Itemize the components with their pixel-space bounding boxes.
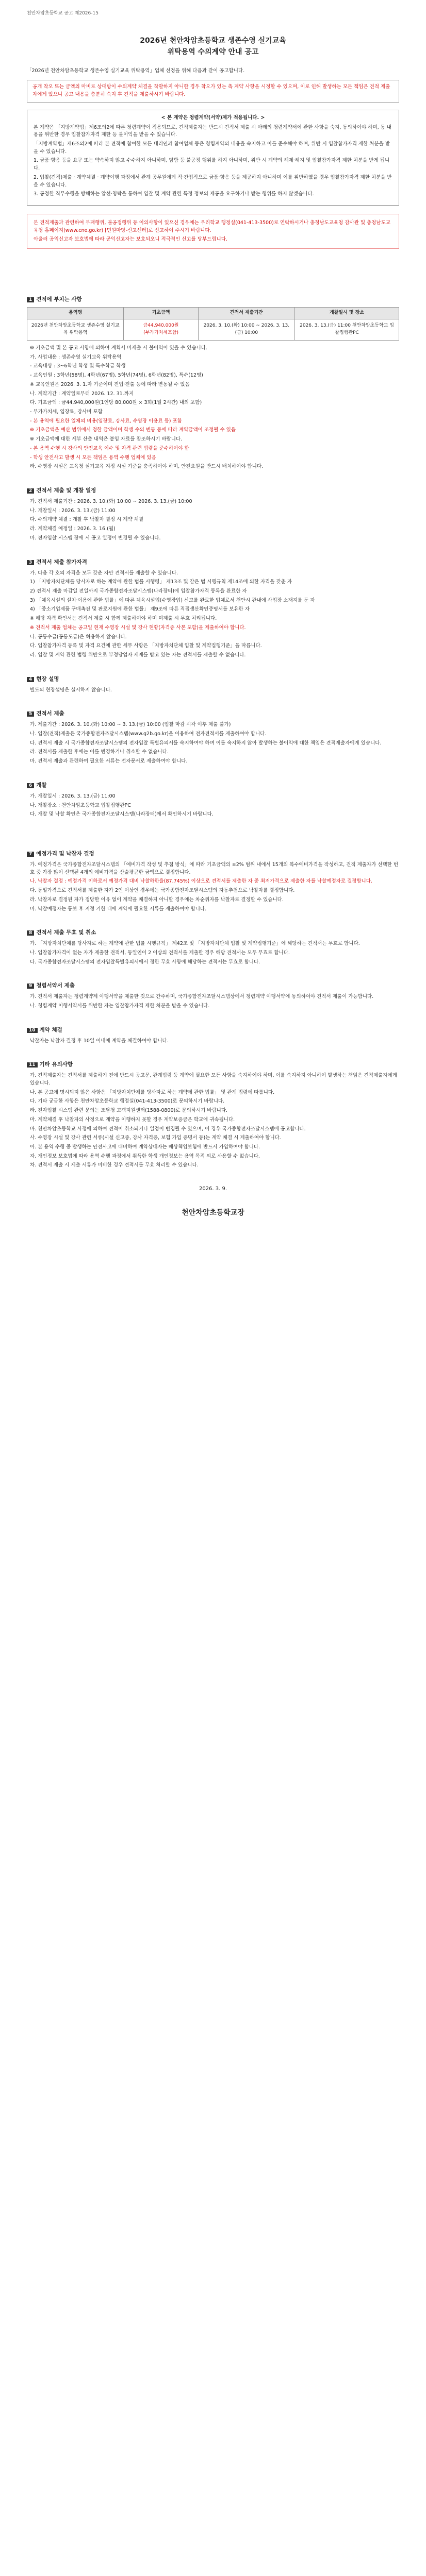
list-item: 낙찰자는 낙찰자 결정 후 10일 이내에 계약을 체결하여야 합니다. bbox=[30, 1038, 169, 1044]
list-item: 나. 개찰일시 : 2026. 3. 13.(금) 11:00 bbox=[30, 507, 116, 514]
list-item: 아. 본 용역 수행 중 발생하는 안전사고에 대비하여 계약상대자는 배상책임보험에 반드시 가입하여야 합니다. bbox=[30, 1144, 260, 1150]
list-item: 다. 견적서 제출 시 국가종합전자조달시스템의 전자입찰 특별유의서를 숙지하여야 하며 이를 숙지하지 않아 발생하는 불이익에 대한 책임은 견적제출자에게 있습니다. bbox=[30, 740, 382, 746]
list-item: - 교육대상 : 3~6학년 학생 및 특수학급 학생 bbox=[30, 363, 126, 369]
list-item: 가. 「지방자치단체를 당사자로 하는 계약에 관한 법률 시행규칙」 제42조 및 「지방자치단체 입찰 및 계약집행기준」에 해당하는 견적서는 무효로 합니다. bbox=[30, 941, 360, 947]
list-item: - 본 용역에 필요한 일체의 비용(입장료, 강사료, 수영장 이용료 등) 포함 bbox=[30, 418, 182, 424]
list-item: 자. 개인정보 보호법에 따라 용역 수행 과정에서 취득한 학생 개인정보는 용역 목적 외로 사용할 수 없습니다. bbox=[30, 1153, 260, 1159]
list-item: - 본 용역 수행 시 강사의 안전교육 이수 및 자격 관련 법령을 준수하여야 함 bbox=[30, 445, 189, 451]
integrity-contract-box bbox=[27, 110, 399, 206]
integrity-title: < 본 계약은 청렴계약(서약)제가 적용됩니다. > bbox=[161, 114, 265, 121]
list-item: 다. 국가종합전자조달시스템의 전자입찰특별유의서에서 정한 무효 사항에 해당하는 견적서는 무효로 합니다. bbox=[30, 959, 260, 965]
list-item: 2) 견적서 제출 마감일 전일까지 국가종합전자조달시스템(나라장터)에 입찰참가자격 등록을 완료한 자 bbox=[30, 588, 247, 594]
list-item: 다. 기초금액 : 금44,940,000원(1인당 80,000원 × 3회(1일 2시간) 내외 포함) bbox=[30, 400, 202, 406]
list-item: 다. 입찰참가자격 등록 및 자격 요건에 관한 세부 사항은 「지방자치단체 입찰 및 계약집행기준」을 따릅니다. bbox=[30, 643, 262, 649]
notice-date: 2026. 3. 9. bbox=[199, 1186, 227, 1192]
report-notice-box bbox=[27, 214, 399, 249]
list-item: ※ 기초금액 및 본 공고 사항에 의하여 계획서 미제출 시 불이익이 있을 수 있습니다. bbox=[30, 345, 207, 351]
list-item: - 부가가치세, 입장료, 강사비 포함 bbox=[30, 409, 103, 415]
list-item: 가. 개찰일시 : 2026. 3. 13.(금) 11:00 bbox=[30, 793, 116, 799]
section-heading: 7 예정가격 및 낙찰자 결정 bbox=[27, 850, 399, 858]
list-item: ※ 견적서 제출 업체는 공고일 현재 수영장 시설 및 강사 현황(자격증 사본 포함)을 제출하여야 합니다. bbox=[30, 624, 246, 631]
opening-cell: 2026. 3. 13.(금) 11:00 천안차암초등학교 입찰집행관PC bbox=[295, 319, 399, 341]
list-item: 라. 계약체결 예정일 : 2026. 3. 16.(월) bbox=[30, 526, 116, 532]
section-8 bbox=[27, 928, 399, 966]
table-header: 용역명 bbox=[27, 308, 124, 319]
submission-period-cell: 2026. 3. 10.(화) 10:00 ~ 2026. 3. 13.(금) 10:00 bbox=[198, 319, 294, 341]
list-item: 라. 전자입찰 시스템 관련 문의는 조달청 고객지원센터(1588-0800)로 문의하시기 바랍니다. bbox=[30, 1108, 228, 1114]
list-item: 3) 「체육시설의 설치·이용에 관한 법률」에 따른 체육시설업(수영장업) 신고를 완료한 업체로서 천안시 관내에 사업장 소재지를 둔 자 bbox=[30, 597, 315, 603]
list-item: 가. 제출기간 : 2026. 3. 10.(화) 10:00 ~ 3. 13.(금) 10:00 (입찰 마감 시각 이후 제출 불가) bbox=[30, 722, 231, 728]
section-heading: 4 현장 설명 bbox=[27, 675, 399, 684]
list-item: 1) 「지방자치단체를 당사자로 하는 계약에 관한 법률 시행령」 제13조 및 같은 법 시행규칙 제14조에 의한 자격을 갖춘 자 bbox=[30, 579, 292, 585]
section-10 bbox=[27, 1026, 399, 1045]
list-item: 마. 전자입찰 시스템 장애 시 공고 일정이 변경될 수 있습니다. bbox=[30, 535, 161, 541]
intro-text: 「2026년 천안차암초등학교 생존수영 실기교육 위탁용역」업체 선정을 위해 다음과 같이 공고합니다. bbox=[27, 67, 245, 74]
list-item: - 교육인원 : 3학년(58명), 4학년(67명), 5학년(74명), 6학년(82명), 특수(12명) bbox=[30, 372, 203, 379]
section-heading: 11 기타 유의사항 bbox=[27, 1060, 399, 1069]
list-item: ※ 교육인원은 2026. 3. 1.자 기준이며 전입·전출 등에 따라 변동될 수 있음 bbox=[30, 381, 190, 387]
list-item: 라. 입찰 및 계약 관련 법령 위반으로 부정당업자 제재를 받고 있는 자는 견적서를 제출할 수 없습니다. bbox=[30, 652, 246, 658]
list-item: 가. 다음 각 호의 자격을 모두 갖춘 자만 견적서를 제출할 수 있습니다. bbox=[30, 570, 178, 576]
section-heading: 10 계약 체결 bbox=[27, 1026, 399, 1035]
list-item: 나. 본 공고에 명시되지 않은 사항은 「지방자치단체를 당사자로 하는 계약에 관한 법률」 및 관계 법령에 따릅니다. bbox=[30, 1089, 275, 1095]
report-paragraph: 아울러 공익신고자 보호법에 따라 공익신고자는 보호되오니 적극적인 신고를 당부드립니다. bbox=[34, 236, 227, 242]
section-heading: 1 견적에 부치는 사항 bbox=[27, 295, 399, 304]
section-6 bbox=[27, 781, 399, 819]
table-row bbox=[27, 319, 399, 341]
section-2 bbox=[27, 486, 399, 543]
section-5 bbox=[27, 709, 399, 766]
list-item: 차. 견적서 제출 시 제출 서류가 미비한 경우 견적서를 무효 처리할 수 있습니다. bbox=[30, 1162, 199, 1168]
list-item: 라. 견적서를 제출한 후에는 이를 변경하거나 취소할 수 없습니다. bbox=[30, 749, 169, 755]
list-item: 가. 예정가격은 국가종합전자조달시스템의 「예비가격 작성 및 추첨 방식」에 따라 기초금액의 ±2% 범위 내에서 15개의 복수예비가격을 작성하고, 견적 제출자가 선택한 번호 중 가장 많이 선택된 4개의 예비가격을 산술평균한 금액으로 결정합니다. bbox=[30, 861, 399, 875]
report-paragraph: 본 견적제출과 관련하여 부패행위, 불공정행위 등 이의사항이 있으신 경우에는 우리학교 행정실(041-413-3500)로 연락하시거나 충청남도교육청 감사관 및 충청남도교육청 홈페이지(www.cne.go.kr) [민원마당-신고센터]로 신고하여 주시기 바랍니다. bbox=[34, 220, 391, 233]
integrity-paragraph: 1. 금품·향응 등을 요구 또는 약속하지 않고 수수하지 아니하며, 담합 등 불공정 행위를 하지 아니하며, 위반 시 계약의 해제·해지 및 입찰참가자격 제한 처분을 받게 됩니다. bbox=[34, 158, 390, 172]
list-item: 다. 수의계약 체결 : 개찰 후 낙찰자 결정 시 계약 체결 bbox=[30, 517, 143, 523]
list-item: 나. 공동수급(공동도급)은 허용하지 않습니다. bbox=[30, 634, 127, 640]
list-item: 나. 낙찰자 결정 : 예정가격 이하로서 예정가격 대비 낙찰하한율(87.745%) 이상으로 견적서를 제출한 자 중 최저가격으로 제출한 자를 낙찰예정자로 결정합니다. bbox=[30, 878, 372, 885]
integrity-paragraph: 「지방계약법」제6조의2에 따라 본 견적에 참여한 모든 대리인과 참여업체 등은 청렴계약의 내용을 숙지하고 이를 준수해야 하며, 위반 시 입찰참가자격 제한 처분을 받을 수 있습니다. bbox=[34, 141, 390, 155]
table-header: 개찰일시 및 장소 bbox=[295, 308, 399, 319]
list-item: 나. 입찰(견적)제출은 국가종합전자조달시스템(www.g2b.go.kr)을 이용하여 전자견적서를 제출하여야 합니다. bbox=[30, 731, 267, 737]
list-item: 가. 사업내용 : 생존수영 실기교육 위탁용역 bbox=[30, 354, 122, 360]
table-header: 견적서 제출기간 bbox=[198, 308, 294, 319]
base-amount-cell: 금44,940,000원 (부가가치세포함) bbox=[124, 319, 198, 341]
section-heading: 6 개찰 bbox=[27, 781, 399, 790]
integrity-paragraph: 3. 공정한 직무수행을 방해하는 알선·청탁을 통하여 입찰 및 계약 관련 특정 정보의 제공을 요구하거나 받는 행위를 하지 않겠습니다. bbox=[34, 191, 314, 197]
list-item: 다. 동일가격으로 견적서를 제출한 자가 2인 이상인 경우에는 국가종합전자조달시스템의 자동추첨으로 낙찰자를 결정합니다. bbox=[30, 888, 295, 894]
list-item: 가. 견적서 제출자는 청렴계약제 이행서약을 제출한 것으로 간주하며, 국가종합전자조달시스템상에서 청렴계약 이행서약에 동의하여야 견적서 제출이 가능합니다. bbox=[30, 994, 374, 1000]
table-header: 기초금액 bbox=[124, 308, 198, 319]
list-item: 4) 「중소기업제품 구매촉진 및 판로지원에 관한 법률」 제9조에 따른 직접생산확인증명서를 보유한 자 bbox=[30, 606, 250, 613]
section-heading: 3 견적서 제출 참가자격 bbox=[27, 558, 399, 567]
section-11 bbox=[27, 1060, 399, 1170]
list-item: 가. 견적제출자는 견적서를 제출하기 전에 반드시 공고문, 관계법령 등 계약에 필요한 모든 사항을 숙지하여야 하며, 이를 숙지하지 아니하여 발생하는 책임은 견적제출자에게 있습니다. bbox=[30, 1073, 397, 1086]
list-item: 다. 기타 궁금한 사항은 천안차암초등학교 행정실(041-413-3500)로 문의하시기 바랍니다. bbox=[30, 1098, 225, 1105]
notice-number: 천안차암초등학교 공고 제2026-15 bbox=[27, 11, 99, 16]
section-3 bbox=[27, 558, 399, 659]
list-item: ※ 해당 자격 확인서는 견적서 제출 시 함께 제출하여야 하며 미제출 시 무효 처리됩니다. bbox=[30, 616, 217, 622]
integrity-paragraph: 본 계약은 「지방계약법」제6조의2에 따른 청렴계약이 적용되므로, 견적제출자는 반드시 견적서 제출 시 아래의 청렴계약서에 관한 사항을 숙지, 동의하여야 하며, 동 내용을 위반한 경우 입찰참가자격 제한 등 불이익을 받을 수 있습니다. bbox=[34, 124, 392, 138]
list-item: 마. 낙찰예정자는 통보 후 지정 기한 내에 계약에 필요한 서류를 제출하여야 합니다. bbox=[30, 906, 207, 912]
title-line-1: 2026년 천안차암초등학교 생존수영 실기교육 bbox=[140, 36, 286, 45]
list-item: 바. 천안차암초등학교 사정에 의하여 견적이 취소되거나 일정이 변경될 수 있으며, 이 경우 국가종합전자조달시스템에 공고합니다. bbox=[30, 1126, 306, 1132]
list-item: 라. 수영장 시설은 교육청 실기교육 지정 시설 기준을 충족하여야 하며, 안전요원을 반드시 배치하여야 합니다. bbox=[30, 464, 264, 470]
list-item: 가. 견적서 제출기간 : 2026. 3. 10.(화) 10:00 ~ 2026. 3. 13.(금) 10:00 bbox=[30, 498, 192, 504]
section-1 bbox=[27, 295, 399, 471]
warning-box: 공개 착오 또는 금액의 마비로 상대방이 수의계약 체결을 착발하지 아니한 경우 착오가 있는 측 계약 사항을 시정할 수 있으며, 이로 인해 발생하는 모든 책임은 견적 제출자에게 있으니 공고 내용을 충분히 숙지 후 견적을 제출하시기 바랍니다. bbox=[27, 80, 399, 102]
list-item: - 학생 안전사고 발생 시 모든 책임은 용역 수행 업체에 있음 bbox=[30, 454, 156, 461]
list-item: 나. 계약기간 : 계약일로부터 2026. 12. 31.까지 bbox=[30, 391, 134, 397]
list-item: 마. 계약체결 후 낙찰자의 사정으로 계약을 이행하지 못할 경우 계약보증금은 학교에 귀속됩니다. bbox=[30, 1116, 235, 1123]
list-item: 라. 낙찰자로 결정된 자가 정당한 이유 없이 계약을 체결하지 아니할 경우에는 차순위자를 낙찰자로 결정할 수 있습니다. bbox=[30, 896, 284, 903]
list-item: ※ 기초금액은 예산 범위에서 정한 금액이며 학생 수의 변동 등에 따라 계약금액이 조정될 수 있음 bbox=[30, 427, 236, 433]
list-item: 마. 견적서 제출과 관련하여 필요한 서류는 전자문서로 제출하여야 합니다. bbox=[30, 758, 188, 765]
list-item: 별도의 현장설명은 실시하지 않습니다. bbox=[30, 687, 112, 693]
section-heading: 8 견적서 제출 무효 및 취소 bbox=[27, 928, 399, 937]
page-title bbox=[27, 35, 399, 58]
service-name-cell: 2026년 천안차암초등학교 생존수영 실기교육 위탁용역 bbox=[27, 319, 124, 341]
list-item: 나. 개찰장소 : 천안차암초등학교 입찰집행관PC bbox=[30, 802, 131, 808]
list-item: ※ 기초금액에 대한 세부 산출 내역은 붙임 자료를 참조하시기 바랍니다. bbox=[30, 436, 183, 443]
title-line-2: 위탁용역 수의계약 안내 공고 bbox=[167, 48, 259, 57]
list-item: 사. 수영장 시설 및 강사 관련 서류(시설 신고증, 강사 자격증, 보험 가입 증명서 등)는 계약 체결 시 제출하여야 합니다. bbox=[30, 1135, 281, 1141]
section-heading: 9 청렴서약서 제출 bbox=[27, 981, 399, 990]
section-heading: 5 견적서 제출 bbox=[27, 709, 399, 718]
list-item: 나. 입찰참가자격이 없는 자가 제출한 견적서, 동일인이 2 이상의 견적서를 제출한 경우 해당 견적서는 모두 무효로 합니다. bbox=[30, 950, 290, 956]
issuer-name: 천안차암초등학교장 bbox=[182, 1208, 244, 1217]
list-item: 나. 청렴계약 이행서약서를 위반한 자는 입찰참가자격 제한 처분을 받을 수 있습니다. bbox=[30, 1003, 210, 1009]
section-heading: 2 견적서 제출 및 개찰 일정 bbox=[27, 486, 399, 495]
contract-info-table bbox=[27, 307, 399, 341]
section-9 bbox=[27, 981, 399, 1010]
integrity-paragraph: 2. 입찰(견적)제출 · 계약체결 · 계약이행 과정에서 관계 공무원에게 직·간접적으로 금품·향응 등을 제공하지 아니하며 이를 위반하였을 경우 입찰참가자격 제한 처분을 받을 수 있습니다. bbox=[34, 174, 392, 188]
section-7 bbox=[27, 850, 399, 913]
list-item: 다. 개찰 및 낙찰 확인은 국가종합전자조달시스템(나라장터)에서 확인하시기 바랍니다. bbox=[30, 811, 214, 818]
section-4 bbox=[27, 675, 399, 694]
